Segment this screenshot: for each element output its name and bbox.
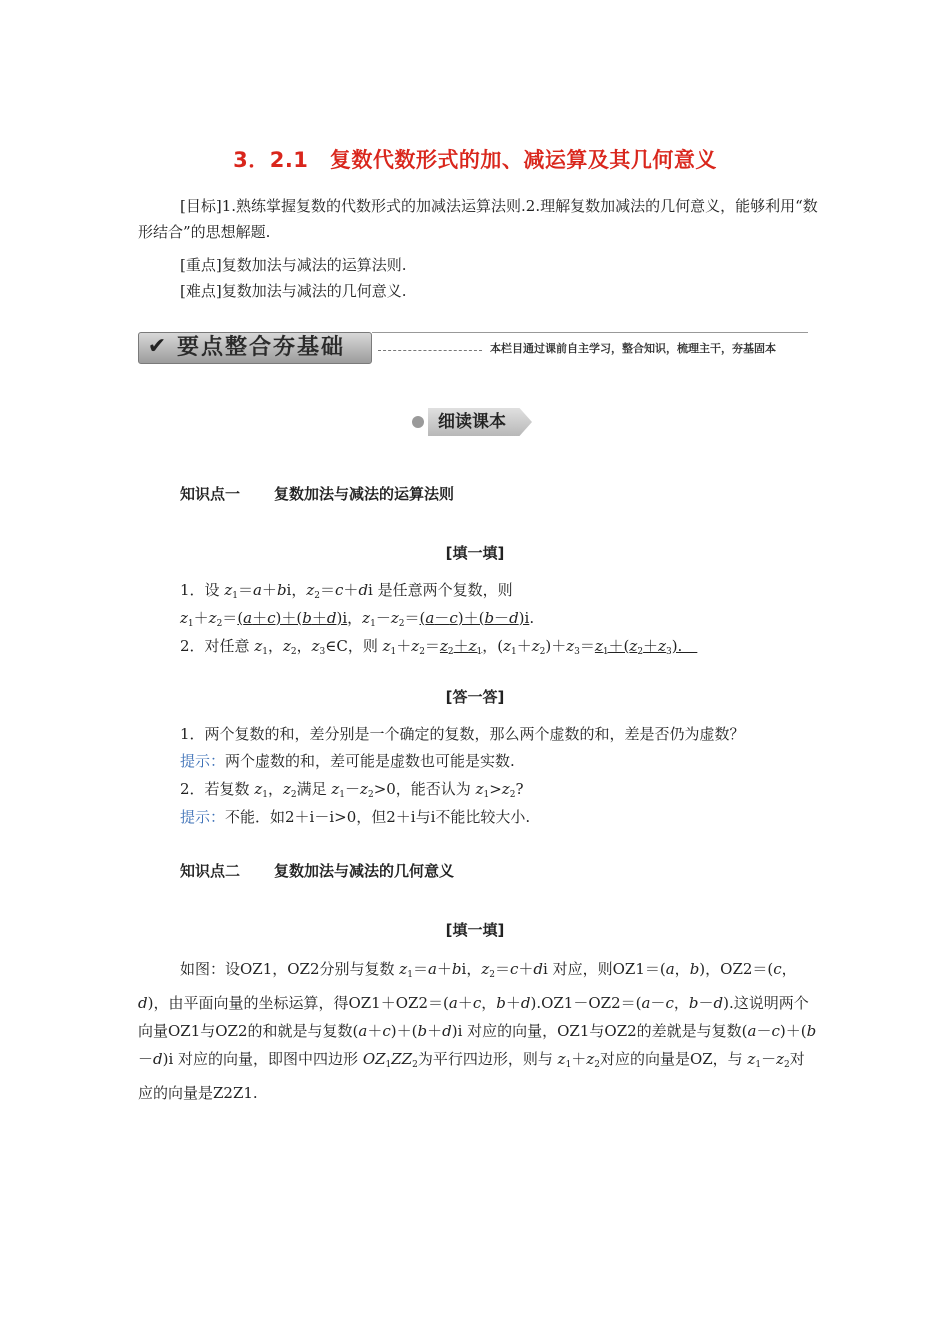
banner-title: 要点整合夯基础 [177,335,346,360]
key-label: [重点] [180,256,222,274]
section-heading-2 [180,860,454,882]
section-2-title: 复数加法与减法的几何意义 [274,862,455,880]
hint-label-2: 提示： [180,808,226,826]
banner-box [138,332,372,364]
section-heading-1 [180,483,454,505]
banner-divider [372,332,808,333]
fill-heading-1: [填一填] [445,544,505,562]
answer-2 [180,805,530,829]
answer-1-text: 两个虚数的和，差可能是虚数也可能是实数. [225,752,515,770]
rule-1-formula: $z_1+z_2=(a+c)+(b+d)i$，$z_1-z_2=(a-c)+(b-d)i$. [180,609,535,629]
page-title: 3．2.1 复数代数形式的加、减运算及其几何意义 [233,148,717,172]
difficulty-text: 复数加法与减法的几何意义. [221,282,407,300]
goal-label: [目标] [180,197,222,215]
difficulty-label: [难点] [180,282,222,300]
section-2-label: 知识点二 [180,862,241,880]
question-2: 2．若复数 $z_1$，$z_2$满足 $z_1-z_2>0$，能否认为 $z_1>z_2$? [180,780,524,800]
sub-banner-title: 细读课本 [438,412,506,432]
answer-2-text: 不能．如2＋i－i>0，但2＋i与i不能比较大小. [225,808,531,826]
hint-label-1: 提示： [180,752,226,770]
answer-1 [180,749,515,773]
banner-dash [378,350,482,351]
difficulty-paragraph [138,278,828,304]
question-1: 1．两个复数的和，差分别是一个确定的复数，那么两个虚数的和，差是否仍为虚数？ [180,725,745,743]
checkmark-icon: ✔ [147,334,167,359]
goal-paragraph [138,193,828,245]
sub-banner [412,406,536,438]
section-banner [138,326,810,366]
goal-text: 1.熟练掌握复数的代数形式的加减法运算法则.2.理解复数加减法的几何意义，能够利用“数形结合”的思想解题. [138,197,818,241]
bullet-dot-icon [412,416,424,428]
geometry-paragraph: 如图：设OZ1，OZ2分别与复数 $z_1=a+bi$，$z_2=c+di$ 对应，则OZ1＝(a，b)，OZ2＝(c，d)，由平面向量的坐标运算，得OZ1＋OZ2＝(a＋c，b＋d).OZ1－OZ2＝(a－c，b－d).这说明两个向量OZ1与OZ2的和就是与复数(a＋c)＋(b＋d)i 对应的向量，OZ1与OZ2的差就是与复数(a－c)＋(b－d)i 对应的向量，即图中四边形 $OZ_1ZZ_2$为平行四边形，则与 $z_1+z_2$对应的向量是OZ，与 $z_1-z_2$对应的向量是Z2Z1. [138,960,817,1102]
section-1-title: 复数加法与减法的运算法则 [274,485,455,503]
rule-1-intro: 1．设 $z_1=a+bi$，$z_2=c+di$ 是任意两个复数，则 [180,581,513,601]
fill-heading-2: [填一填] [445,921,505,939]
key-text: 复数加法与减法的运算法则. [221,256,407,274]
key-paragraph [138,252,828,278]
qa-heading-1: [答一答] [445,688,505,706]
banner-note: 本栏目通过课前自主学习，整合知识，梳理主干，夯基固本 [490,342,776,355]
section-1-label: 知识点一 [180,485,241,503]
rule-2: 2．对任意 $z_1$，$z_2$，$z_3\in C$，则 $z_1+z_2=z_2+z_1$，$(z_1+z_2)+z_3=z_1+(z_2+z_3)$. [180,637,698,657]
